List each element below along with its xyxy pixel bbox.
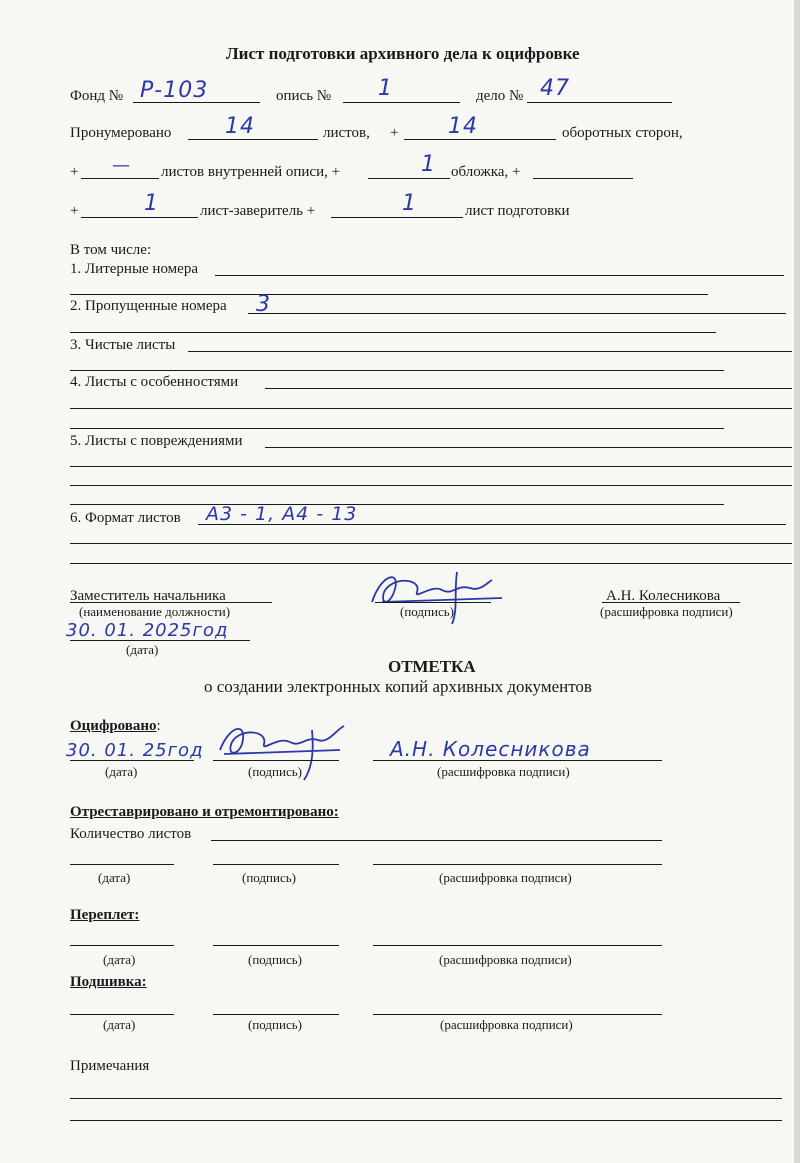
stitching-date-caption: (дата) — [103, 1017, 136, 1032]
digitized-date-caption: (дата) — [105, 764, 138, 779]
approval-position-caption: (наименование должности) — [79, 604, 231, 619]
item-format-label: 6. Формат листов — [70, 510, 181, 526]
digitized-date-line — [70, 760, 194, 761]
opis-label: опись № — [276, 88, 332, 104]
approval-date-line — [70, 640, 250, 641]
plus-sign-3: + — [70, 203, 79, 219]
restored-name-caption: (расшифровка подписи) — [439, 870, 572, 885]
mark-subtitle: о создании электронных копий архивных документов — [204, 677, 592, 696]
digitized-name-line — [373, 760, 662, 761]
page-title: Лист подготовки архивного дела к оцифровке — [226, 44, 580, 63]
approval-name-caption: (расшифровка подписи) — [600, 604, 733, 619]
binding-sign-caption: (подпись) — [248, 952, 302, 967]
stitching-heading: Подшивка: — [70, 974, 147, 990]
item-features-label: 4. Листы с особенностями — [70, 374, 239, 390]
digitized-colon: : — [156, 718, 161, 734]
item-missing-value: 3 — [256, 292, 271, 317]
cover-value: 1 — [421, 152, 436, 177]
item-damage-line-4 — [70, 504, 724, 505]
plus-sign-2: + — [70, 164, 79, 180]
approval-signature-line — [375, 602, 491, 603]
opis-field-line — [343, 102, 460, 103]
mark-title: ОТМЕТКА — [388, 657, 476, 676]
approval-name-line — [602, 602, 740, 603]
cert-value: 1 — [144, 191, 159, 216]
item-features-line-2 — [70, 408, 792, 409]
prep-value: 1 — [402, 191, 417, 216]
cert-field-line — [81, 217, 198, 218]
item-literal-line — [215, 275, 784, 276]
item-format-value: А3 - 1, А4 - 13 — [206, 503, 358, 525]
item-damage-line-3 — [70, 485, 792, 486]
digitized-name-value: А.Н. Колесникова — [390, 737, 591, 761]
digitized-sign-caption: (подпись) — [248, 764, 302, 779]
digitized-name-caption: (расшифровка подписи) — [437, 764, 570, 779]
fond-label: Фонд № — [70, 88, 124, 104]
cert-label: лист-заверитель + — [200, 203, 316, 219]
binding-name-line — [373, 945, 662, 946]
item-damage-label: 5. Листы с повреждениями — [70, 433, 243, 449]
plus-sign: + — [390, 125, 399, 141]
delo-value: 47 — [540, 76, 570, 101]
prep-label: лист подготовки — [465, 203, 570, 219]
approval-position-line — [70, 602, 272, 603]
delo-field-line — [527, 102, 672, 103]
sheets-field-line — [188, 139, 318, 140]
approval-date-value: 30. 01. 2025год — [66, 620, 229, 641]
delo-label: дело № — [476, 88, 524, 104]
notes-line-1 — [70, 1098, 782, 1099]
approval-date-caption: (дата) — [126, 642, 159, 657]
sheets-value: 14 — [225, 114, 255, 139]
restored-date-caption: (дата) — [98, 870, 131, 885]
digitized-heading-row — [70, 718, 161, 735]
cover-field-line — [368, 178, 450, 179]
inner-field-line — [81, 178, 159, 179]
approval-signature-caption: (подпись) — [400, 604, 454, 619]
restored-sign-line — [213, 864, 339, 865]
item-missing-line-2 — [70, 332, 716, 333]
item-features-line-3 — [70, 428, 724, 429]
cover-label: обложка, + — [451, 164, 521, 180]
numbered-label: Пронумеровано — [70, 125, 172, 141]
item-missing-label: 2. Пропущенные номера — [70, 298, 227, 314]
item-literal-line-2 — [70, 294, 708, 295]
item-damage-line — [265, 447, 792, 448]
item-blank-line — [188, 351, 792, 352]
fond-value: Р-103 — [140, 78, 209, 103]
stitching-name-line — [373, 1014, 662, 1015]
item-blank-line-2 — [70, 370, 724, 371]
page-edge — [794, 0, 800, 1163]
binding-heading: Переплет: — [70, 907, 140, 923]
digitized-date-value: 30. 01. 25год — [66, 740, 204, 761]
stitching-name-caption: (расшифровка подписи) — [440, 1017, 573, 1032]
sheets-label: листов, — [323, 125, 370, 141]
reverse-field-line — [404, 139, 556, 140]
digitized-heading: Оцифровано — [70, 718, 157, 734]
digitized-sign-line — [213, 760, 339, 761]
inner-label: листов внутренней описи, + — [161, 164, 341, 180]
item-damage-line-2 — [70, 466, 792, 467]
restored-date-line — [70, 864, 174, 865]
restored-count-line — [211, 840, 662, 841]
item-literal-label: 1. Литерные номера — [70, 261, 198, 277]
notes-line-2 — [70, 1120, 782, 1121]
restored-name-line — [373, 864, 662, 865]
inner-value: — — [112, 155, 131, 176]
binding-sign-line — [213, 945, 339, 946]
item-blank-label: 3. Чистые листы — [70, 337, 176, 353]
item-features-line — [265, 388, 792, 389]
prep-field-line — [331, 217, 463, 218]
binding-name-caption: (расшифровка подписи) — [439, 952, 572, 967]
approval-name: А.Н. Колесникова — [606, 588, 721, 604]
binding-date-caption: (дата) — [103, 952, 136, 967]
reverse-value: 14 — [448, 114, 478, 139]
extra-field-line — [533, 178, 633, 179]
stitching-sign-line — [213, 1014, 339, 1015]
restored-heading: Отреставрировано и отремонтировано: — [70, 804, 339, 820]
notes-label: Примечания — [70, 1058, 150, 1074]
restored-sign-caption: (подпись) — [242, 870, 296, 885]
item-missing-line — [248, 313, 786, 314]
opis-value: 1 — [378, 76, 393, 101]
item-format-line-2 — [70, 543, 792, 544]
restored-count-label: Количество листов — [70, 826, 192, 842]
including-heading: В том числе: — [70, 242, 152, 258]
stitching-date-line — [70, 1014, 174, 1015]
stitching-sign-caption: (подпись) — [248, 1017, 302, 1032]
binding-date-line — [70, 945, 174, 946]
reverse-label: оборотных сторон, — [562, 125, 683, 141]
approval-position: Заместитель начальника — [70, 588, 226, 604]
